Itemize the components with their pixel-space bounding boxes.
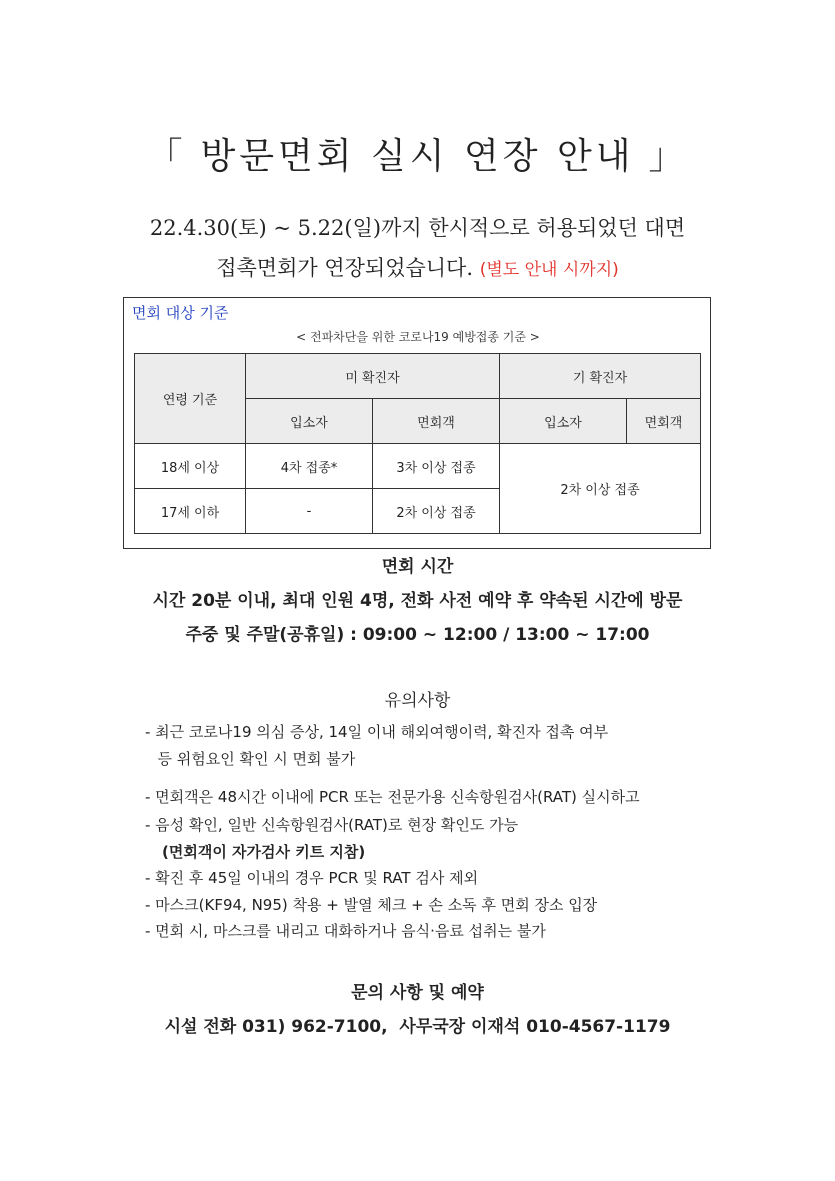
row-visitor: 3차 이상 접종 [373,444,500,489]
notice-heading: 유의사항 [384,691,451,711]
contact-heading: 문의 사항 및 예약 [351,983,484,1003]
page-title [0,128,835,179]
col-visitor-header: 면회객 [373,399,500,444]
criteria-table [134,353,701,534]
title-open-bracket: 「 [146,136,187,177]
intro-line-2 [0,252,835,282]
intro-line-2-note: (별도 안내 시까지) [479,260,619,280]
notice-item: - 음성 확인, 일반 신속항원검사(RAT)로 현장 확인도 가능 [145,816,519,834]
group-unconfirmed-header: 미 확진자 [246,354,500,399]
confirmed-requirement: 2차 이상 접종 [500,444,701,534]
group-confirmed-header: 기 확진자 [500,354,701,399]
notice-item: - 최근 코로나19 의심 증상, 14일 이내 해외여행이력, 확진자 접촉 여부 [145,723,609,741]
row-resident: 4차 접종* [246,444,373,489]
col-resident-2-header: 입소자 [500,399,627,444]
notice-item: - 확진 후 45일 이내의 경우 PCR 및 RAT 검사 제외 [145,869,479,887]
criteria-heading: 면회 대상 기준 [132,304,229,322]
title-text: 방문면회 실시 연장 안내 [200,136,635,177]
row-visitor: 2차 이상 접종 [373,489,500,534]
row-resident: - [246,489,373,534]
table-row [135,444,701,489]
notice-item: 등 위험요인 확인 시 면회 불가 [148,750,356,768]
row-age: 18세 이상 [135,444,246,489]
age-header: 연령 기준 [135,354,246,444]
visit-hours: 주중 및 주말(공휴일) : 09:00 ~ 12:00 / 13:00 ~ 17:00 [185,625,650,645]
contact-line: 시설 전화 031) 962-7100, 사무국장 이재석 010-4567-1179 [164,1017,671,1037]
notice-item: (면회객이 자가검사 키트 지참) [162,843,366,861]
col-resident-header: 입소자 [246,399,373,444]
notice-item: - 면회 시, 마스크를 내리고 대화하거나 음식·음료 섭취는 불가 [145,922,546,940]
criteria-box [123,297,711,549]
criteria-subheading: < 전파차단을 위한 코로나19 예방접종 기준 > [296,330,540,344]
col-visitor-2-header: 면회객 [627,399,701,444]
visit-rule: 시간 20분 이내, 최대 인원 4명, 전화 사전 예약 후 약속된 시간에 방문 [152,591,683,611]
visit-time-heading: 면회 시간 [381,557,454,577]
intro-line-2-text: 접촉면회가 연장되었습니다. [216,256,474,280]
row-age: 17세 이하 [135,489,246,534]
notice-item: - 마스크(KF94, N95) 착용 + 발열 체크 + 손 소독 후 면회 장소 입장 [145,896,598,914]
title-close-bracket: 」 [648,136,689,177]
notice-item: - 면회객은 48시간 이내에 PCR 또는 전문가용 신속항원검사(RAT) 실시하고 [145,788,640,806]
intro-line-1: 22.4.30(토) ~ 5.22(일)까지 한시적으로 허용되었던 대면 [149,216,686,240]
